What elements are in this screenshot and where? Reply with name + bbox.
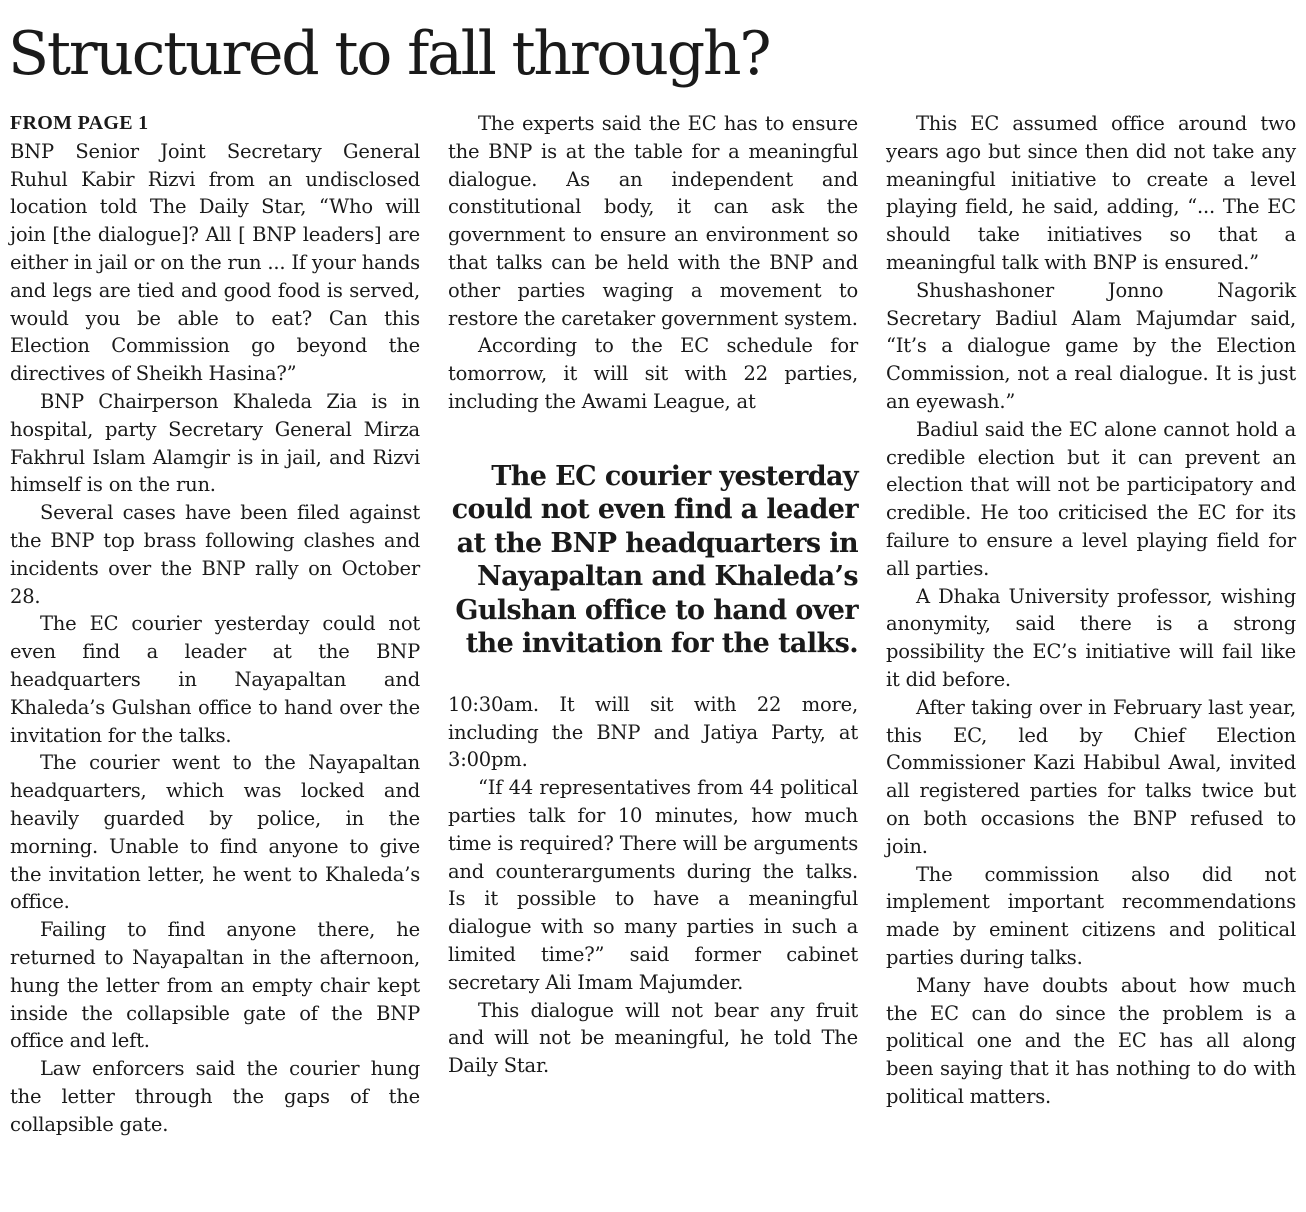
paragraph: Law enforcers said the courier hung the letter through the gaps of the collapsible gate. (10, 1057, 420, 1136)
kicker: FROM PAGE 1 (10, 112, 149, 134)
pull-quote: The EC courier yesterday could not even find a leader at the BNP headquarters in Nayapaltan and Khaleda’s Gulshan office to hand over the invitation for the talks. (451, 460, 858, 660)
article-column-1 (10, 110, 420, 1138)
paragraph: “If 44 representatives from 44 political parties talk for 10 minutes, how much time is required? There will be arguments and counterarguments during the talks. Is it possible to have a meaningful dialogue with so many parties in such a limited time?” said former cabinet secretary Ali Imam Majumder. (448, 776, 858, 994)
paragraph: According to the EC schedule for tomorrow, it will sit with 22 parties, including the Awami League, at (448, 334, 858, 413)
paragraph: Several cases have been filed against the BNP top brass following clashes and incidents over the BNP rally on October 28. (10, 501, 420, 608)
paragraph: BNP Chairperson Khaleda Zia is in hospital, party Secretary General Mirza Fakhrul Islam Alamgir is in jail, and Rizvi himself is on the run. (10, 389, 420, 497)
headline: Structured to fall through? (8, 19, 770, 89)
article-column-3 (886, 110, 1296, 1111)
paragraph: After taking over in February last year, this EC, led by Chief Election Commissioner Kazi Habibul Awal, invited all registered parties for talks twice but on both occasions the BNP refused to join. (886, 695, 1296, 858)
paragraph: Many have doubts about how much the EC can do since the problem is a political one and the EC has all along been saying that it has nothing to do with political matters. (886, 973, 1296, 1108)
paragraph: Badiul said the EC alone cannot hold a credible election but it can prevent an election that will not be participatory and credible. He too criticised the EC for its failure to ensure a level playing field for all parties. (886, 417, 1296, 580)
paragraph: BNP Senior Joint Secretary General Ruhul Kabir Rizvi from an undisclosed location told The Daily Star, “Who will join [the dialogue]? All [ BNP leaders] are either in jail or on the run ... If your hands and legs are tied and good food is served, would you be able to eat? Can this Election Commission go beyond the directives of Sheikh Hasina?” (10, 139, 420, 386)
paragraph: The experts said the EC has to ensure the BNP is at the table for a meaningful dialogue. As an independent and constitutional body, it can ask the government to ensure an environment so that talks can be held with the BNP and other parties waging a movement to restore the caretaker government system. (448, 112, 858, 330)
paragraph: Failing to find anyone there, he returned to Nayapaltan in the afternoon, hung the letter from an empty chair kept inside the collapsible gate of the BNP office and left. (10, 918, 420, 1053)
paragraph: The commission also did not implement important recommendations made by eminent citizens and political parties during talks. (886, 862, 1296, 969)
article-column-2 (448, 110, 858, 1080)
paragraph: The EC courier yesterday could not even find a leader at the BNP headquarters in Nayapaltan and Khaleda’s Gulshan office to hand over the invitation for the talks. (10, 612, 420, 747)
paragraph: This EC assumed office around two years ago but since then did not take any meaningful initiative to create a level playing field, he said, adding, “... The EC should take initiatives so that a meaningful talk with BNP is ensured.” (886, 112, 1296, 274)
paragraph: 10:30am. It will sit with 22 more, including the BNP and Jatiya Party, at 3:00pm. (448, 692, 858, 772)
paragraph: A Dhaka University professor, wishing anonymity, said there is a strong possibility the EC’s initiative will fail like it did before. (886, 584, 1296, 691)
paragraph: This dialogue will not bear any fruit and will not be meaningful, he told The Daily Star. (448, 998, 858, 1078)
paragraph: Shushashoner Jonno Nagorik Secretary Badiul Alam Majumdar said, “It’s a dialogue game by the Election Commission, not a real dialogue. It is just an eyewash.” (886, 278, 1296, 413)
paragraph: The courier went to the Nayapaltan headquarters, which was locked and heavily guarded by police, in the morning. Unable to find anyone to give the invitation letter, he went to Khaleda’s office. (10, 751, 420, 914)
